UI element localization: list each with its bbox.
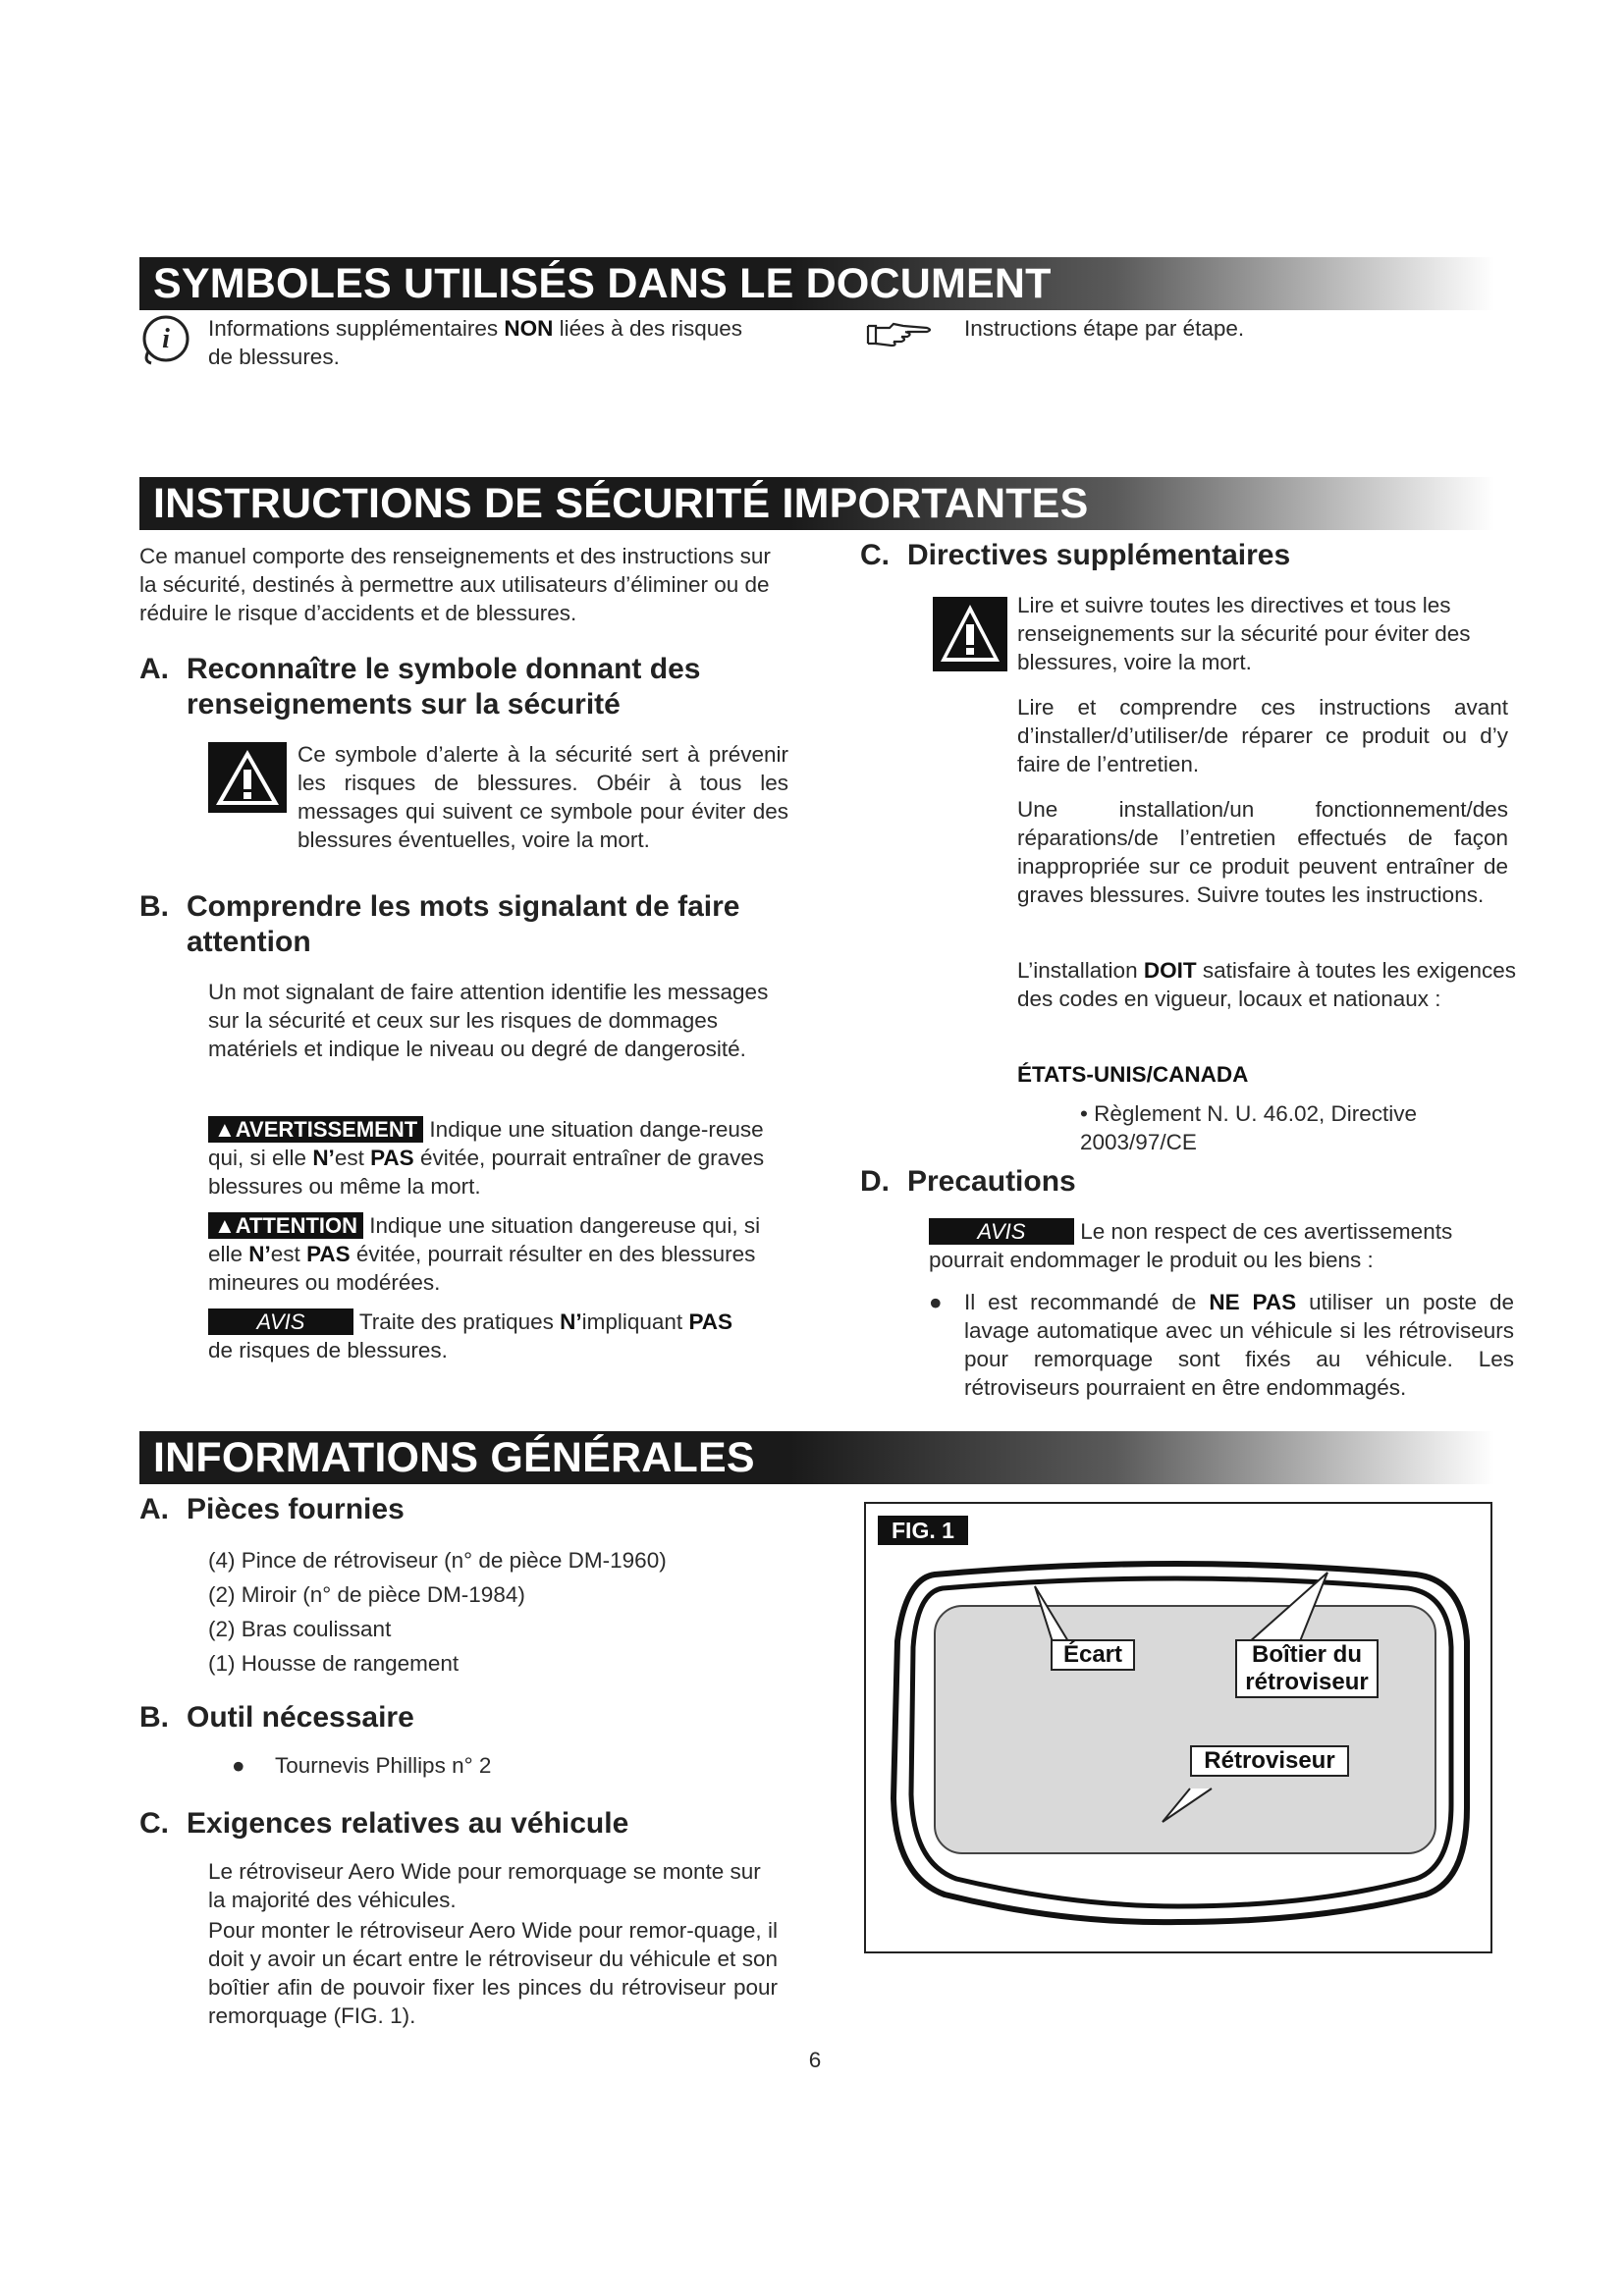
section-banner-symboles: SYMBOLES UTILISÉS DANS LE DOCUMENT xyxy=(139,257,1494,310)
safety-a-heading: A. Reconnaître le symbole donnant des renseignements sur la sécurité xyxy=(139,653,701,721)
precaution-avis-block: AVIS Le non respect de ces avertissements pourrait endommager le produit ou les biens : xyxy=(929,1219,1453,1272)
precaution-bullet: Il est recommandé de NE PAS utiliser un poste de lavage automatique avec un véhicule si les rétroviseurs pour remorquage sont fixés au véhicule. Les rétroviseurs pourraient en être endommagés. xyxy=(964,1290,1514,1400)
page-number: 6 xyxy=(808,2048,822,2072)
list-item: (1) Housse de rangement xyxy=(208,1651,460,1676)
safety-b-text: Un mot signalant de faire attention identifie les messages sur la sécurité et ceux sur les risques de dommages matériels et indique le niveau ou degré de dangerosité. xyxy=(208,980,769,1061)
info-icon xyxy=(139,312,192,365)
safety-a-text: Ce symbole d’alerte à la sécurité sert à prévenir les risques de blessures. Obéir à tous les messages qui suivent ce symbole pour éviter des blessures éventuelles, voire la mort. xyxy=(298,742,788,852)
general-c-heading: C. Exigences relatives au véhicule xyxy=(139,1807,629,1840)
tool-item: ● Tournevis Phillips n° 2 xyxy=(232,1753,492,1778)
attention-block: ▲ATTENTION Indique une situation dangereuse qui, si elle N’est PAS évitée, pourrait résulter en des blessures mineures ou modérées. xyxy=(208,1213,761,1295)
avis-block: AVIS Traite des pratiques N’impliquant PAS de risques de blessures. xyxy=(208,1309,733,1362)
safety-c-p3: Une installation/un fonctionnement/des réparations/de l’entretien effectués de façon inappropriée sur ce produit peuvent entraîner de graves blessures. Suivre toutes les instructions. xyxy=(1017,797,1508,907)
general-a-heading: A. Pièces fournies xyxy=(139,1493,405,1525)
avis-tag-2: AVIS xyxy=(929,1218,1074,1245)
general-c-p2: Pour monter le rétroviseur Aero Wide pour remor-quage, il doit y avoir un écart entre le rétroviseur du véhicule et son boîtier afin de pouvoir fixer les pinces du rétroviseur pour remorquage (FIG. 1). xyxy=(208,1918,778,2028)
figure-label: FIG. 1 xyxy=(878,1516,968,1545)
safety-c-heading: C. Directives supplémentaires xyxy=(860,539,1291,571)
avertissement-tag: ▲AVERTISSEMENT xyxy=(208,1116,423,1143)
pointing-hand-icon xyxy=(864,320,935,349)
safety-c-p2: Lire et comprendre ces instructions avant d’installer/d’utiliser/de réparer ce produit ou d’y faire de l’entretien. xyxy=(1017,695,1508,776)
general-c-p1: Le rétroviseur Aero Wide pour remorquage se monte sur la majorité des véhicules. xyxy=(208,1859,761,1912)
boitier-label: Boîtier du rétroviseur xyxy=(1235,1639,1379,1698)
section-banner-general: INFORMATIONS GÉNÉRALES xyxy=(139,1431,1494,1484)
safety-b-heading: B. Comprendre les mots signalant de faire attention xyxy=(139,890,740,958)
region-label: ÉTATS-UNIS/CANADA xyxy=(1017,1062,1249,1087)
warning-triangle-icon xyxy=(208,742,287,813)
list-item: (2) Miroir (n° de pièce DM-1984) xyxy=(208,1582,525,1607)
avis-tag: AVIS xyxy=(208,1308,353,1335)
bullet-dot: ● xyxy=(929,1290,943,1314)
avertissement-block: ▲AVERTISSEMENT Indique une situation dange-reuse qui, si elle N’est PAS évitée, pourrait entraîner de graves blessures ou même la mort. xyxy=(208,1117,765,1199)
list-item: (2) Bras coulissant xyxy=(208,1617,392,1641)
safety-d-heading: D. Precautions xyxy=(860,1165,1076,1198)
safety-c-p1: Lire et suivre toutes les directives et tous les renseignements sur la sécurité pour éviter des blessures, voire la mort. xyxy=(1017,593,1471,674)
list-item: (4) Pince de rétroviseur (n° de pièce DM-1960) xyxy=(208,1548,667,1573)
figure-1 xyxy=(864,1502,1492,1953)
parts-list xyxy=(208,1543,787,1681)
info-symbol-text: Informations supplémentaires NON liées à des risques de blessures. xyxy=(208,316,743,369)
svg-text:i: i xyxy=(162,324,170,354)
section-banner-securite: INSTRUCTIONS DE SÉCURITÉ IMPORTANTES xyxy=(139,477,1494,530)
warning-triangle-icon-2 xyxy=(933,597,1007,671)
general-b-heading: B. Outil nécessaire xyxy=(139,1701,414,1734)
safety-c-p4: L’installation DOIT satisfaire à toutes les exigences des codes en vigueur, locaux et nationaux : xyxy=(1017,958,1516,1011)
mirror-illustration xyxy=(866,1504,1490,1951)
safety-intro: Ce manuel comporte des renseignements et des instructions sur la sécurité, destinés à permettre aux utilisateurs d’éliminer ou de réduire le risque d’accidents et de blessures. xyxy=(139,544,771,625)
retroviseur-label: Rétroviseur xyxy=(1190,1745,1349,1777)
attention-tag: ▲ATTENTION xyxy=(208,1212,363,1239)
step-symbol-text: Instructions étape par étape. xyxy=(964,316,1245,341)
ecart-label: Écart xyxy=(1051,1639,1135,1671)
regulation-item: • Règlement N. U. 46.02, Directive 2003/97/CE xyxy=(1080,1101,1418,1154)
